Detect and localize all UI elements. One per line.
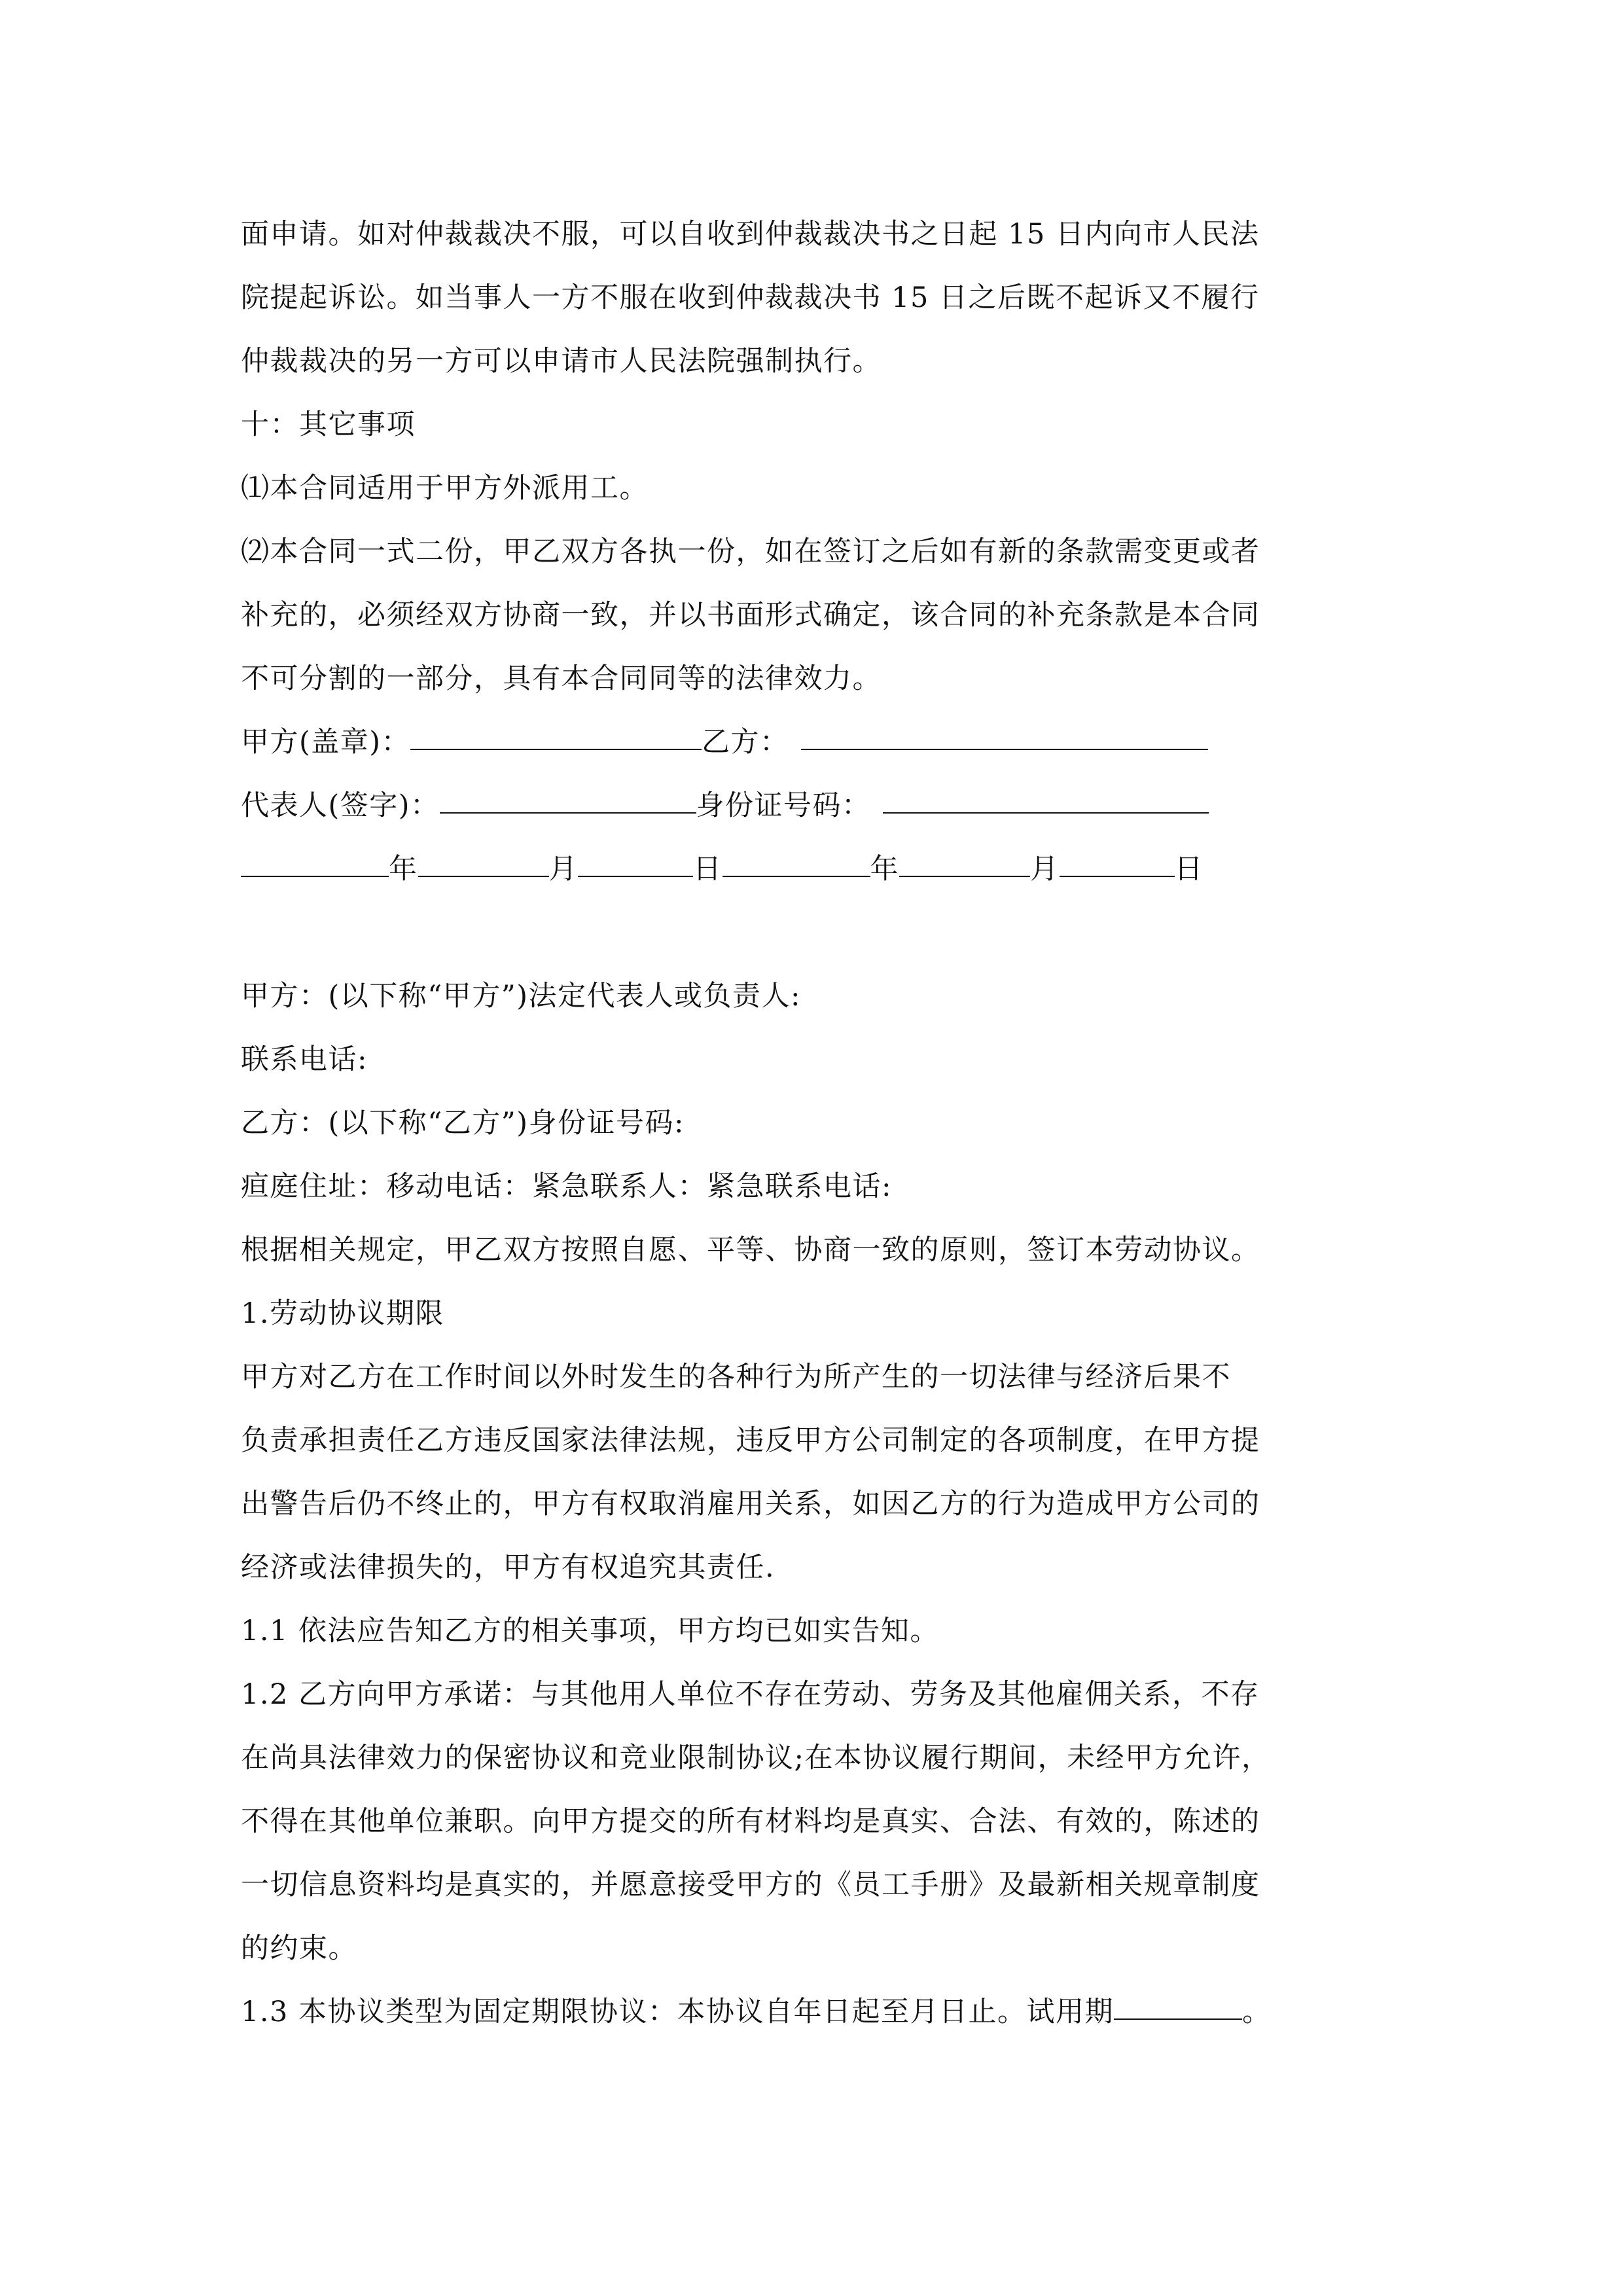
- party-a-day-field[interactable]: [578, 843, 693, 877]
- document-page: [241, 203, 1406, 2044]
- party-b-month-field[interactable]: [899, 843, 1030, 877]
- spacer: [241, 901, 1406, 965]
- text-line: 在尚具法律效力的保密协议和竞业限制协议;在本协议履行期间，未经甲方允许，: [241, 1742, 1271, 1774]
- signature-row-dates: [241, 838, 1406, 901]
- year-label: 年: [389, 853, 418, 886]
- text-line: 院提起诉讼。如当事人一方不服在收到仲裁裁决书 15 日之后既不起诉又不履行: [241, 281, 1260, 314]
- party-a-month-field[interactable]: [418, 843, 549, 877]
- id-number-field[interactable]: [883, 780, 1209, 814]
- text-line: 的约束。: [241, 1932, 357, 1965]
- party-b-day-field[interactable]: [1060, 843, 1175, 877]
- clause-1-2: 1.2 乙方向甲方承诺：与其他用人单位不存在劳动、劳务及其他雇佣关系，不存: [241, 1678, 1260, 1711]
- party-a-info-line: 甲方：(以下称“甲方”)法定代表人或负责人:: [241, 980, 802, 1013]
- party-a-year-field[interactable]: [241, 843, 389, 877]
- text-line: 出警告后仍不终止的，甲方有权取消雇用关系，如因乙方的行为造成甲方公司的: [241, 1488, 1260, 1520]
- text-line: 不可分割的一部分，具有本合同同等的法律效力。: [241, 662, 882, 695]
- text-line: 一切信息资料均是真实的，并愿意接受甲方的《员工手册》及最新相关规章制度: [241, 1869, 1260, 1901]
- contact-phone-line: 联系电话:: [241, 1043, 368, 1076]
- party-a-seal-label: 甲方(盖章)：: [241, 726, 411, 759]
- address-contacts-line: 疸庭住址：移动电话：紧急联系人：紧急联系电话:: [241, 1170, 892, 1203]
- signature-row-parties: [241, 711, 1406, 774]
- party-b-info-line: 乙方：(以下称“乙方”)身份证号码:: [241, 1107, 685, 1139]
- text-line: 经济或法律损失的，甲方有权追究其责任.: [241, 1551, 776, 1584]
- text-line: 不得在其他单位兼职。向甲方提交的所有材料均是真实、合法、有效的，陈述的: [241, 1805, 1260, 1838]
- month-label: 月: [1030, 853, 1060, 886]
- party-b-field[interactable]: [801, 716, 1208, 750]
- month-label: 月: [548, 853, 578, 886]
- day-label: 日: [693, 853, 722, 886]
- text-line: 仲裁裁决的另一方可以申请市人民法院强制执行。: [241, 345, 882, 378]
- text-line: 面申请。如对仲裁裁决不服，可以自收到仲裁裁决书之日起 15 日内向市人民法: [241, 218, 1260, 251]
- signature-row-representative: [241, 774, 1406, 838]
- clause-1-1: 1.1 依法应告知乙方的相关事项，甲方均已如实告知。: [241, 1615, 940, 1647]
- representative-signature-field[interactable]: [440, 780, 696, 814]
- text-line: 根据相关规定，甲乙双方按照自愿、平等、协商一致的原则，签订本劳动协议。: [241, 1234, 1260, 1266]
- text-line: 负责承担责任乙方违反国家法律法规，违反甲方公司制定的各项制度，在甲方提: [241, 1424, 1260, 1457]
- text-line: 补充的，必须经双方协商一致，并以书面形式确定，该合同的补充条款是本合同: [241, 599, 1260, 632]
- section-heading: 十：其它事项: [241, 408, 416, 441]
- section-heading: 1.劳动协议期限: [241, 1297, 445, 1330]
- text-line: ⑴本合同适用于甲方外派用工。: [241, 472, 649, 505]
- clause-1-3-text: 1.3 本协议类型为固定期限协议：本协议自年日起至月日止。试用期: [241, 1996, 1115, 2028]
- party-a-seal-field[interactable]: [410, 716, 702, 750]
- party-b-year-field[interactable]: [722, 843, 870, 877]
- clause-1-3-end: 。: [1242, 1996, 1272, 2028]
- day-label: 日: [1174, 853, 1204, 886]
- probation-period-field[interactable]: [1114, 1986, 1242, 2020]
- text-line: ⑵本合同一式二份，甲乙双方各执一份，如在签订之后如有新的条款需变更或者: [241, 535, 1260, 568]
- year-label: 年: [870, 853, 899, 886]
- representative-label: 代表人(签字)：: [241, 789, 440, 822]
- clause-1-3: [241, 1981, 1406, 2044]
- text-line: 甲方对乙方在工作时间以外时发生的各种行为所产生的一切法律与经济后果不: [241, 1361, 1231, 1393]
- id-number-label: 身份证号码：: [696, 789, 871, 822]
- party-b-label: 乙方：: [702, 726, 789, 759]
